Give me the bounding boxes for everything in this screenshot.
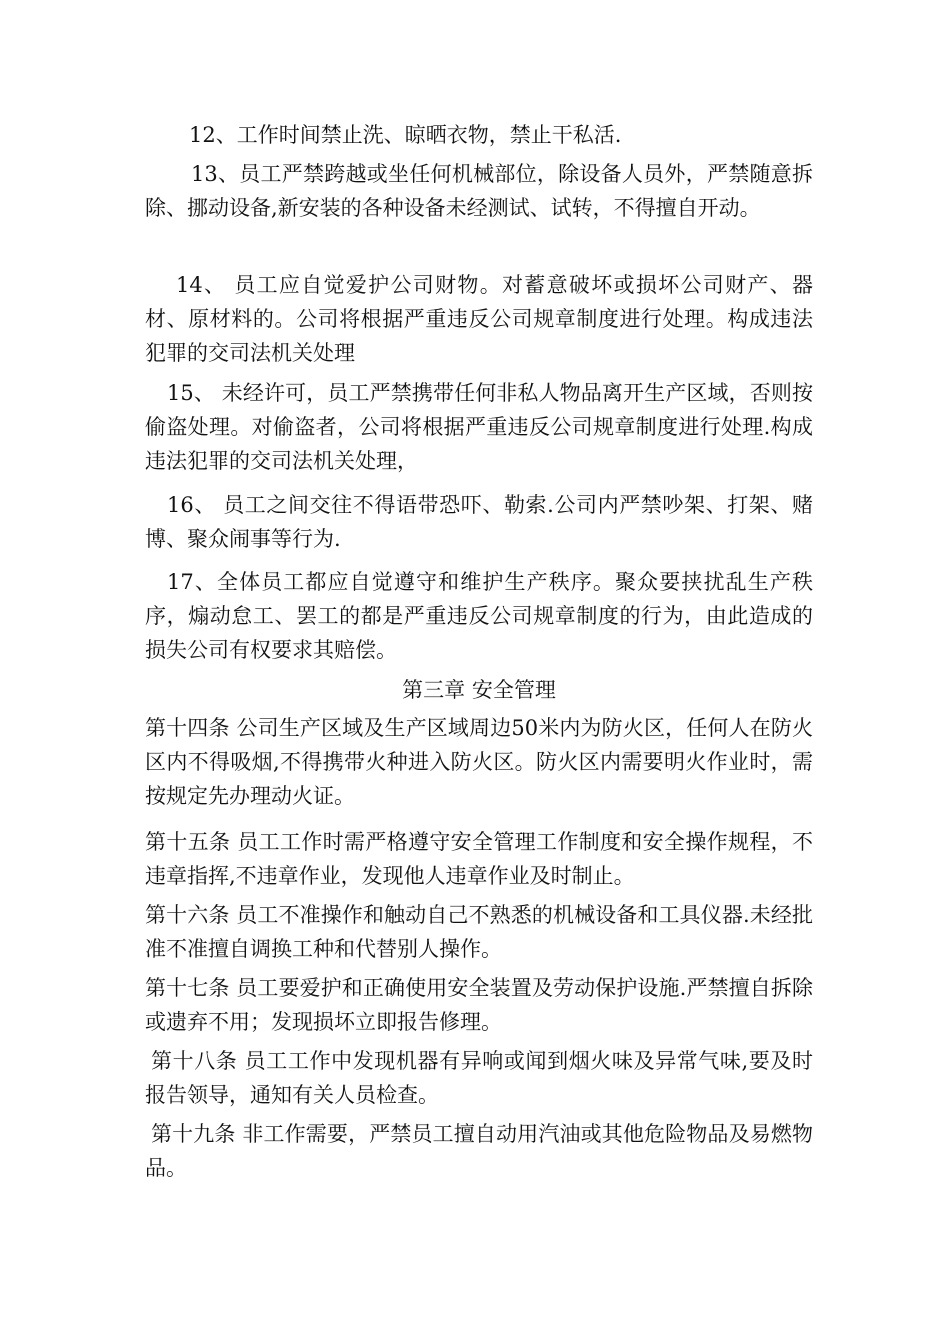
rule-item-14: 14、 员工应自觉爱护公司财物。对蓄意破坏或损坏公司财产、器材、原材料的。公司将根据严重违反公司规章制度进行处理。构成违法犯罪的交司法机关处理 bbox=[145, 273, 813, 365]
article-16: 第十六条 员工不准操作和触动自己不熟悉的机械设备和工具仪器.未经批准不准擅自调换工种和代替别人操作。 bbox=[145, 903, 813, 961]
article-17: 第十七条 员工要爱护和正确使用安全装置及劳动保护设施.严禁擅自拆除或遗弃不用；发现损坏立即报告修理。 bbox=[145, 976, 813, 1034]
chapter-title: 第三章 安全管理 bbox=[402, 678, 556, 702]
rule-item-12: 12、工作时间禁止洗、晾晒衣物，禁止干私活. bbox=[189, 123, 622, 147]
article-14: 第十四条 公司生产区域及生产区域周边50米内为防火区，任何人在防火区内不得吸烟,不得携带火种进入防火区。防火区内需要明火作业时，需按规定先办理动火证。 bbox=[145, 716, 813, 808]
rule-item-15: 15、 未经许可，员工严禁携带任何非私人物品离开生产区域，否则按偷盗处理。对偷盗者，公司将根据严重违反公司规章制度进行处理.构成违法犯罪的交司法机关处理， bbox=[145, 381, 813, 473]
rule-item-13: 13、员工严禁跨越或坐任何机械部位，除设备人员外，严禁随意拆除、挪动设备,新安装的各种设备未经测试、试转，不得擅自开动。 bbox=[145, 162, 813, 220]
article-15: 第十五条 员工工作时需严格遵守安全管理工作制度和安全操作规程，不违章指挥,不违章作业，发现他人违章作业及时制止。 bbox=[145, 830, 813, 888]
article-19: 第十九条 非工作需要，严禁员工擅自动用汽油或其他危险物品及易燃物品。 bbox=[145, 1122, 813, 1180]
rule-item-16: 16、 员工之间交往不得语带恐吓、勒索.公司内严禁吵架、打架、赌博、聚众闹事等行为. bbox=[145, 493, 813, 551]
article-18: 第十八条 员工工作中发现机器有异响或闻到烟火味及异常气味,要及时报告领导，通知有关人员检查。 bbox=[145, 1049, 813, 1107]
rule-item-17: 17、全体员工都应自觉遵守和维护生产秩序。聚众要挟扰乱生产秩序，煽动怠工、罢工的都是严重违反公司规章制度的行为，由此造成的损失公司有权要求其赔偿。 bbox=[145, 570, 813, 662]
